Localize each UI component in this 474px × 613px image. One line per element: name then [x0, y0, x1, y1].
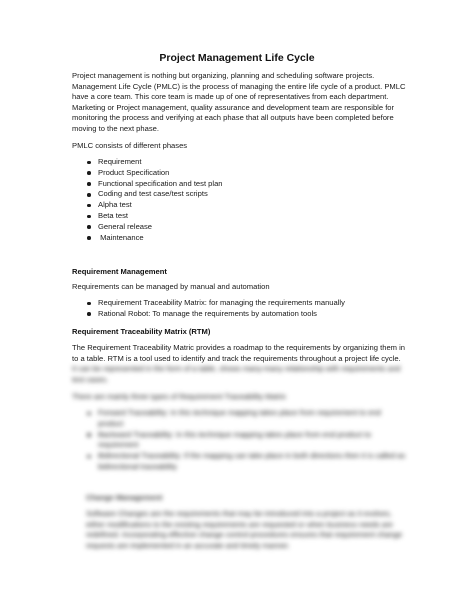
list-item	[72, 157, 223, 168]
list-item-text: Coding and test case/test scripts	[98, 189, 208, 199]
list-item-text: Product Specification	[98, 167, 170, 177]
intro-line: Marketing or Project management, quality assurance and development team are responsible for	[72, 102, 395, 112]
list-item-text: requirement	[98, 440, 139, 450]
intro-line: moving to the next phase.	[72, 123, 159, 133]
list-item-text: Beta test	[98, 210, 128, 220]
list-item	[72, 189, 223, 200]
change-line: requests are implemented in an accurate and timely manner.	[86, 540, 290, 550]
bullet-icon	[87, 412, 91, 416]
rtm-types-list	[72, 408, 405, 473]
list-item-text: Rational Robot: To manage the requirements by automation tools	[98, 308, 317, 318]
intro-line: have a core team. This core team is made up of one of representatives from each department.	[72, 92, 389, 102]
bullet-icon	[87, 312, 91, 316]
intro-line: Management Life Cycle (PMLC) is the process of managing the entire life cycle of a product. PMLC	[72, 81, 406, 91]
list-item	[72, 222, 223, 233]
requirement-management-text: Requirements can be managed by manual and automation	[72, 282, 270, 291]
list-item	[72, 408, 405, 430]
intro-paragraph	[72, 71, 404, 135]
list-item-text: Forward Traceability: In this technique mapping takes place from requirement to end	[98, 408, 381, 417]
list-item	[72, 179, 223, 190]
change-management-heading: Change Management	[86, 493, 163, 502]
intro-line: Project management is nothing but organizing, planning and scheduling software projects.	[72, 71, 375, 80]
requirement-management-list	[72, 298, 345, 320]
list-item	[72, 168, 223, 179]
rtm-line: test cases.	[72, 374, 109, 384]
bullet-icon	[87, 225, 91, 229]
bullet-icon	[87, 236, 91, 240]
bullet-icon	[87, 455, 91, 459]
rtm-types-intro: There are mainly three types of Requirement Traceability Matrix	[72, 392, 286, 401]
list-item	[72, 233, 223, 244]
requirement-management-heading: Requirement Management	[72, 267, 167, 276]
change-line: Software Changes are the requirements that may be introduced into a project as it evolves,	[86, 509, 392, 518]
list-item-text: Maintenance	[98, 232, 144, 242]
list-item-text: product	[98, 418, 124, 428]
bullet-icon	[87, 161, 91, 165]
rtm-heading: Requirement Traceability Matrix (RTM)	[72, 327, 211, 336]
change-line: either modifications to the existing requirements are requested or when business needs are	[86, 519, 393, 529]
bullet-icon	[87, 433, 91, 437]
list-item	[72, 430, 405, 452]
list-item-text: bidirectional traceability	[98, 461, 177, 471]
bullet-icon	[87, 215, 91, 219]
bullet-icon	[87, 302, 91, 306]
list-item-text: Requirement	[98, 157, 142, 166]
list-item-text: Alpha test	[98, 200, 132, 210]
list-item-text: Bidirectional Traceability: If the mapping can take place in both directions then it is called as	[98, 451, 406, 461]
list-item	[72, 298, 345, 309]
list-item	[72, 200, 223, 211]
rtm-line: The Requirement Traceability Matric provides a roadmap to the requirements by organizing them in	[72, 343, 406, 352]
list-item-text: Requirement Traceability Matrix: for managing the requirements manually	[98, 298, 345, 307]
intro-line: monitoring the process and verifying at each phase that all outputs have been completed before	[72, 113, 394, 123]
list-item	[72, 211, 223, 222]
change-line: redefined. Incorporating effective change control procedures ensures that requirement change	[86, 530, 403, 540]
rtm-paragraph-continued	[72, 364, 404, 385]
list-item	[72, 309, 345, 320]
rtm-paragraph	[72, 343, 404, 364]
list-item	[72, 451, 405, 473]
bullet-icon	[87, 193, 91, 197]
change-management-paragraph	[86, 509, 404, 551]
bullet-icon	[87, 204, 91, 208]
page-title: Project Management Life Cycle	[159, 52, 315, 64]
bullet-icon	[87, 182, 91, 186]
rtm-line: It can be represented in the form of a table, shows many-many relationship with requirements and	[72, 364, 401, 373]
phases-intro: PMLC consists of different phases	[72, 141, 188, 150]
phases-list	[72, 157, 223, 243]
bullet-icon	[87, 171, 91, 175]
list-item-text: General release	[98, 221, 153, 231]
list-item-text: Backward Traceability: In this technique mapping takes place from end product to	[98, 429, 372, 439]
list-item-text: Functional specification and test plan	[98, 178, 223, 188]
rtm-line: to a table. RTM is a tool used to identify and track the requirements throughout a project life cycle.	[72, 353, 401, 363]
